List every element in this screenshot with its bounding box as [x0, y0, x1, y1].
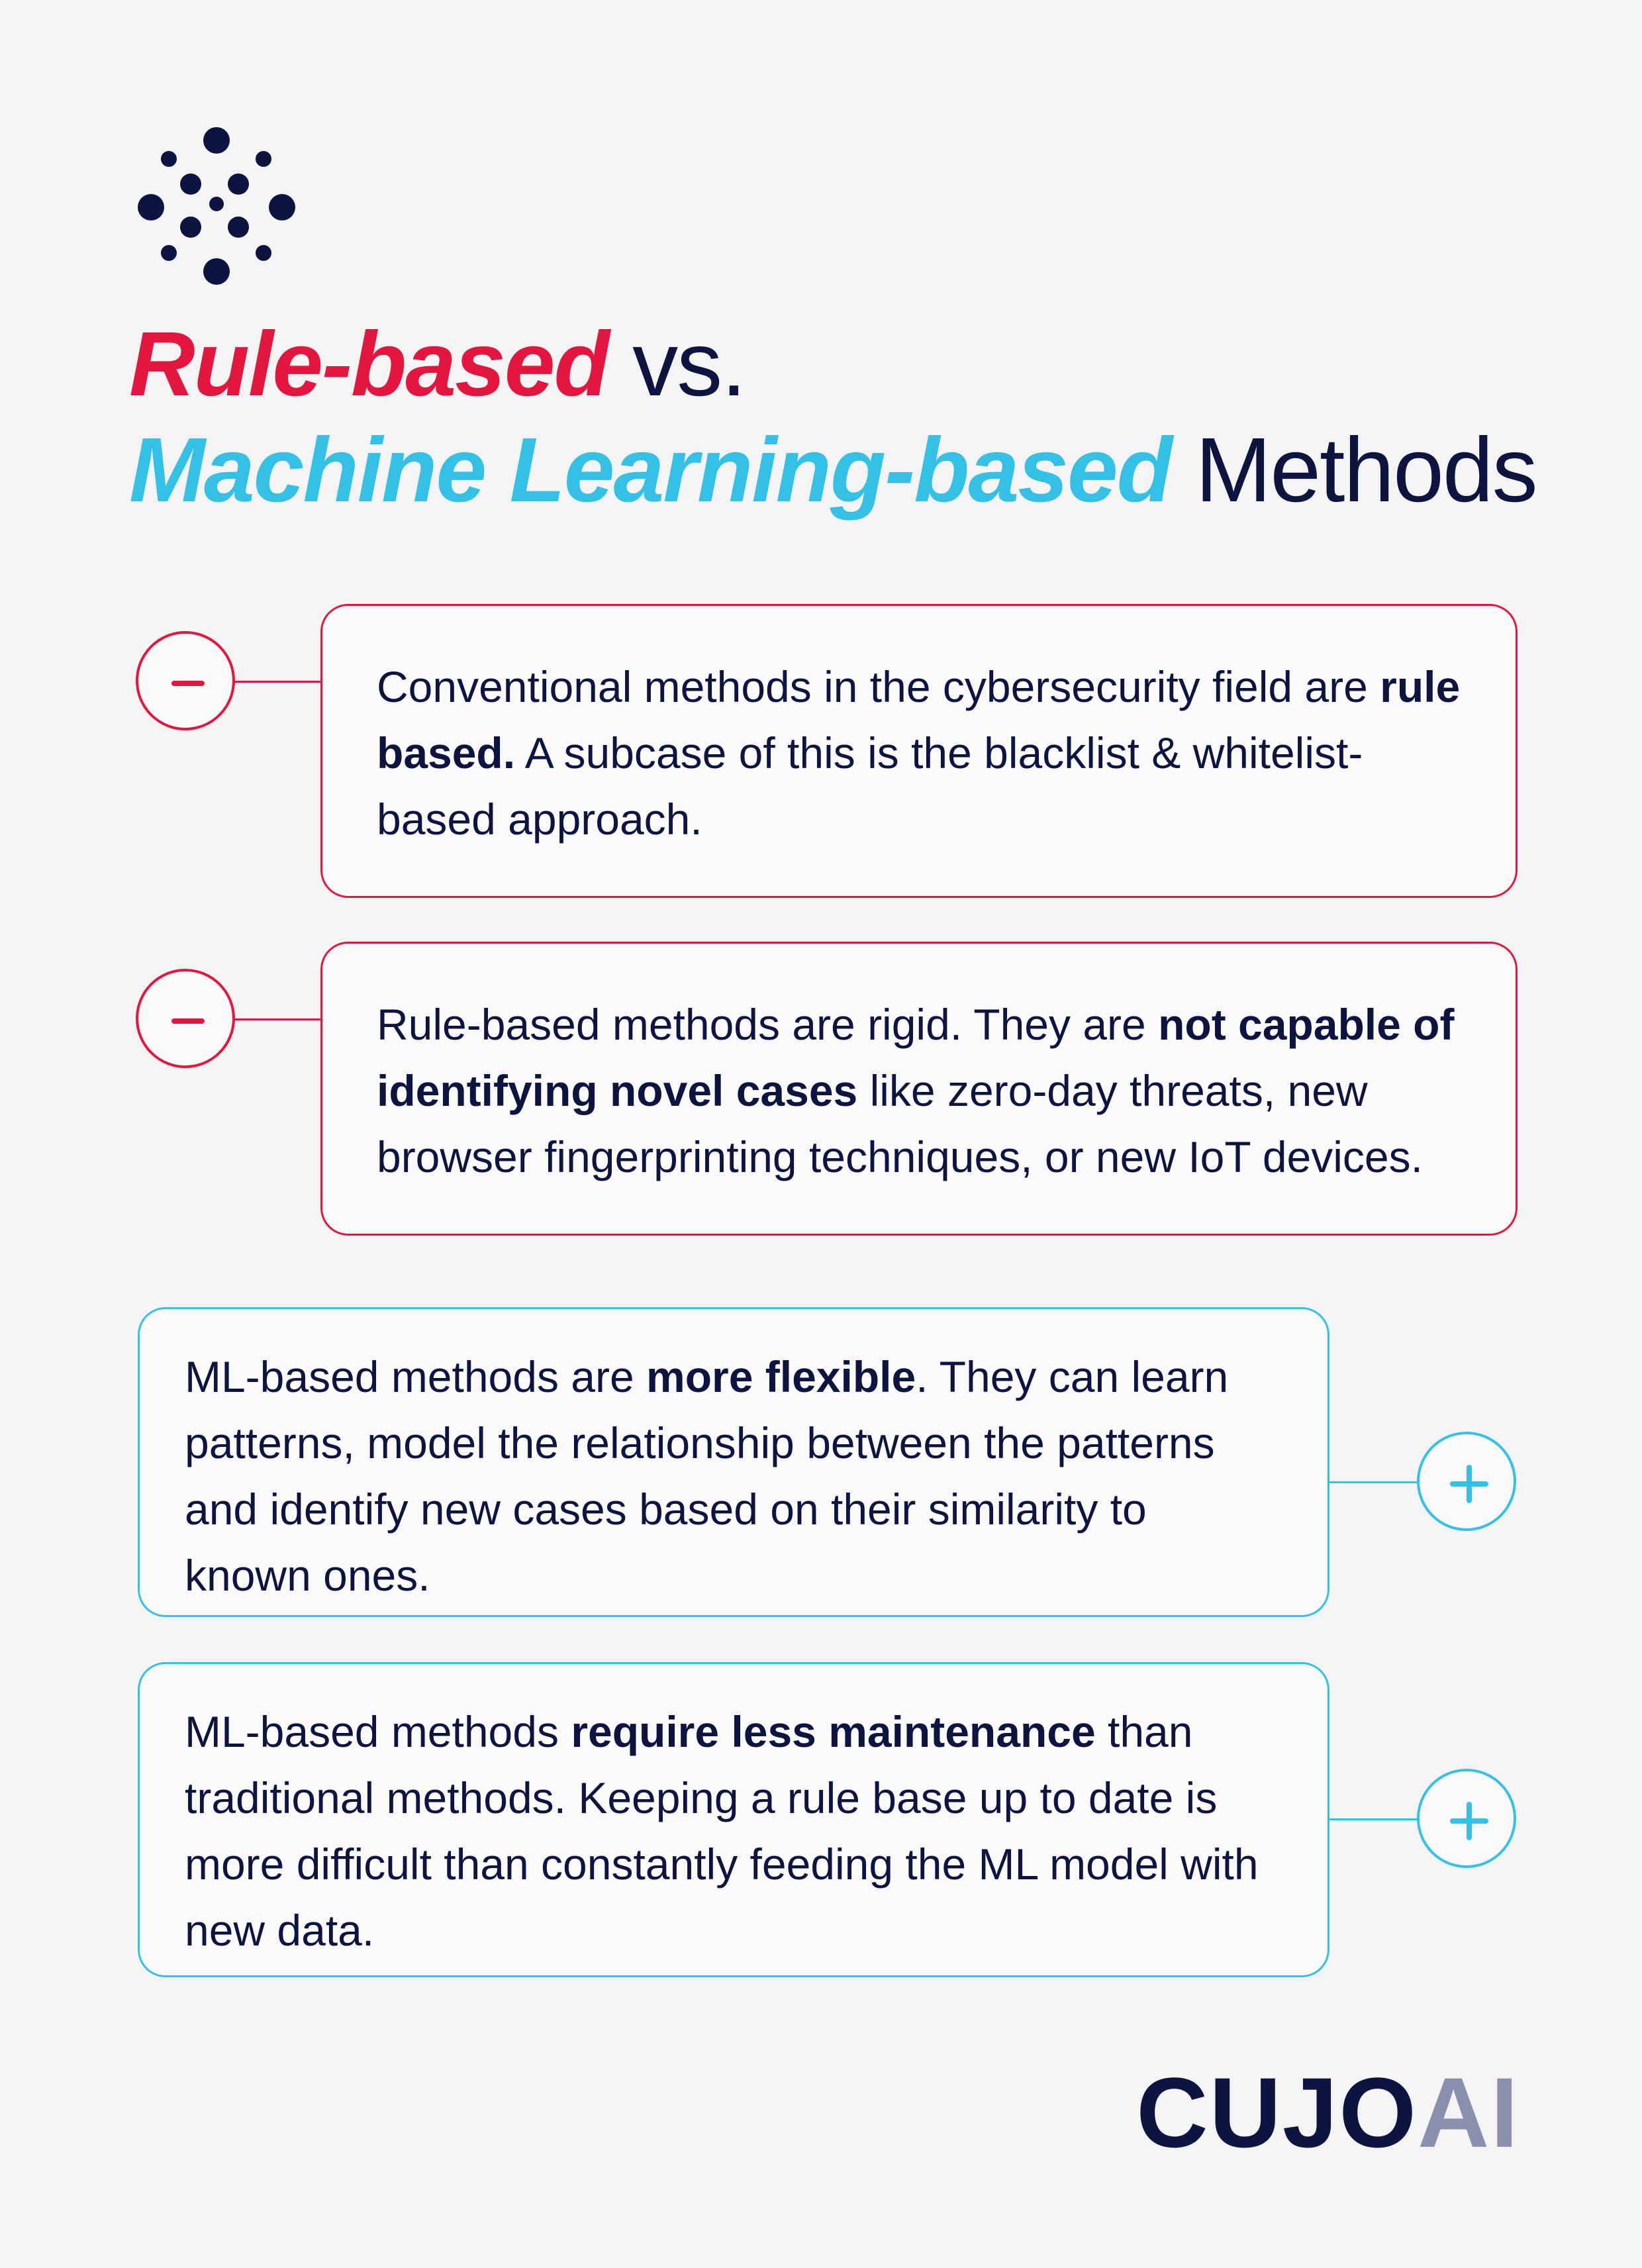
- card-text: Rule-based methods are rigid. They are: [377, 1000, 1159, 1049]
- connector-line: [232, 681, 322, 683]
- page-title: [129, 311, 1553, 523]
- brand-ai: AI: [1418, 2057, 1520, 2168]
- card-text: like zero-day threats, new browser fingerprinting techniques, or new IoT devices.: [377, 1066, 1423, 1181]
- minus-icon: [136, 631, 235, 730]
- minus-icon: [136, 969, 235, 1068]
- plus-icon: [1417, 1769, 1516, 1868]
- card-rule-based-rigid: [320, 942, 1518, 1236]
- card-rule-based-conventional: [320, 604, 1518, 898]
- card-highlight: not capable of identifying novel cases: [377, 1000, 1455, 1115]
- title-line-2: [129, 417, 1553, 523]
- brand-logo: [1136, 2057, 1520, 2168]
- connector-line: [232, 1018, 322, 1020]
- card-text: . They can learn patterns, model the relationship between the patterns and identify new cases based on their similarity to known ones.: [185, 1352, 1229, 1600]
- card-text: Conventional methods in the cybersecurity field are: [377, 662, 1380, 711]
- logo-dots-icon: [132, 126, 305, 298]
- brand-cujo: CUJO: [1136, 2057, 1418, 2168]
- title-line-1: [129, 311, 1553, 417]
- card-highlight: more flexible: [646, 1352, 916, 1401]
- title-ml-based: Machine Learning-based: [129, 419, 1171, 521]
- connector-line: [1328, 1818, 1417, 1820]
- card-text: than traditional methods. Keeping a rule base up to date is more difficult than constantly feeding the ML model with new data.: [185, 1707, 1259, 1955]
- card-highlight: rule based.: [377, 662, 1461, 777]
- card-ml-flexible: [138, 1307, 1329, 1617]
- card-highlight: require less maintenance: [571, 1707, 1096, 1756]
- card-text: ML-based methods: [185, 1707, 571, 1756]
- card-text: A subcase of this is the blacklist & whitelist-based approach.: [377, 728, 1363, 844]
- title-methods: Methods: [1195, 419, 1537, 521]
- plus-icon: [1417, 1432, 1516, 1531]
- title-rule-based: Rule-based: [129, 313, 608, 415]
- card-ml-less-maintenance: [138, 1662, 1329, 1977]
- title-vs: vs.: [632, 313, 746, 415]
- card-text: ML-based methods are: [185, 1352, 647, 1401]
- connector-line: [1328, 1481, 1417, 1483]
